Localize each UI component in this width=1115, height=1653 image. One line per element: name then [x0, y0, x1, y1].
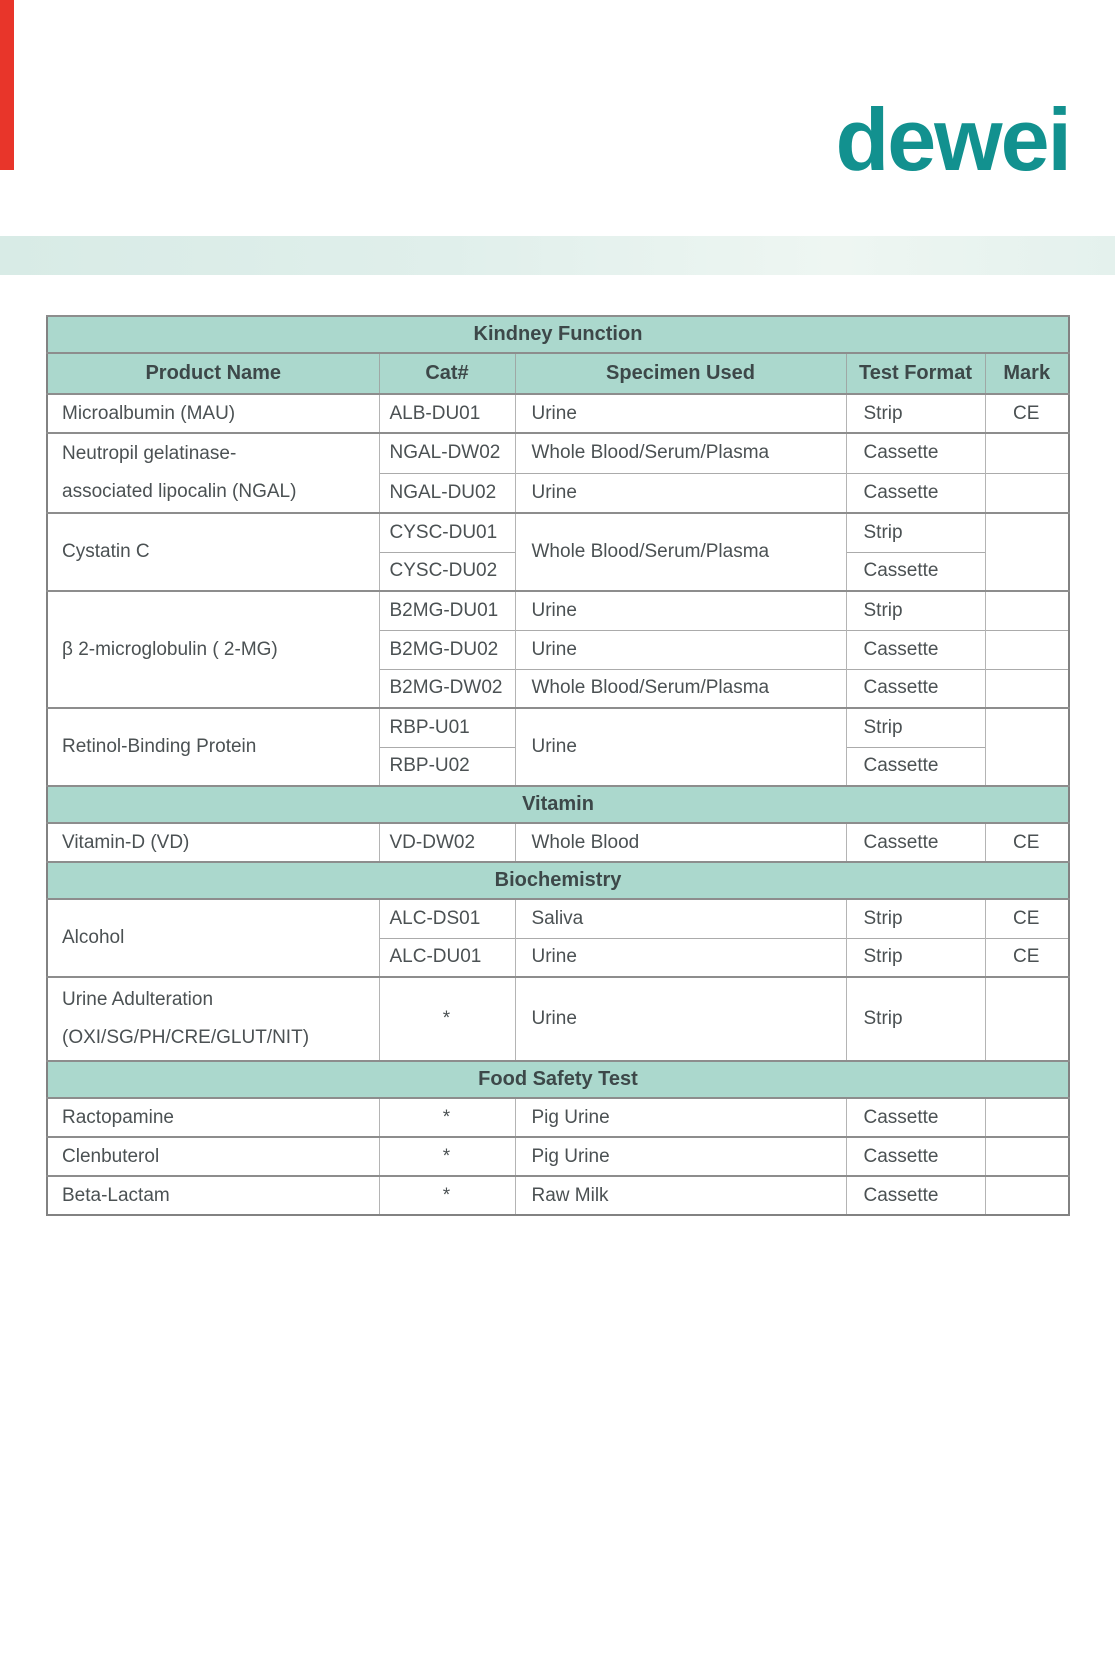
table-cell: Beta-Lactam [47, 1176, 379, 1215]
table-cell: Cassette [846, 433, 985, 473]
table-cell [985, 1137, 1069, 1176]
table-cell: ALC-DU01 [379, 938, 515, 977]
table-cell: B2MG-DU02 [379, 630, 515, 669]
table-cell: Urine [515, 708, 846, 786]
table-cell: β 2-microglobulin ( 2-MG) [47, 591, 379, 708]
table-cell: CE [985, 823, 1069, 862]
section-row [47, 316, 1069, 353]
table-cell [985, 513, 1069, 591]
table-cell: CYSC-DU01 [379, 513, 515, 552]
table-cell: B2MG-DU01 [379, 591, 515, 630]
column-header: Specimen Used [515, 353, 846, 394]
table-cell: Whole Blood/Serum/Plasma [515, 513, 846, 591]
section-row [47, 1061, 1069, 1098]
table-cell [985, 473, 1069, 513]
table-cell: Cassette [846, 552, 985, 591]
table-cell: Urine [515, 977, 846, 1061]
table-row [47, 394, 1069, 433]
table-cell [985, 708, 1069, 786]
table-cell: CE [985, 394, 1069, 433]
table-cell: Urine [515, 938, 846, 977]
table-cell: Strip [846, 591, 985, 630]
table-cell: Urine [515, 394, 846, 433]
product-table [46, 315, 1070, 1216]
table-cell: NGAL-DU02 [379, 473, 515, 513]
table-cell: Whole Blood [515, 823, 846, 862]
section-title: Food Safety Test [47, 1061, 1069, 1098]
table-cell [47, 433, 379, 513]
table-cell: Whole Blood/Serum/Plasma [515, 669, 846, 708]
column-header: Test Format [846, 353, 985, 394]
table-cell: NGAL-DW02 [379, 433, 515, 473]
table-cell: CE [985, 899, 1069, 938]
table-cell: Clenbuterol [47, 1137, 379, 1176]
table-row [47, 433, 1069, 473]
table-cell: * [379, 1098, 515, 1137]
cell-line: Neutropil gelatinase- [62, 443, 237, 464]
section-row [47, 862, 1069, 899]
table-cell: Alcohol [47, 899, 379, 977]
table-cell: * [379, 1137, 515, 1176]
red-accent-bar [0, 0, 14, 170]
section-title: Vitamin [47, 786, 1069, 823]
table-cell: Cassette [846, 630, 985, 669]
table-cell: Strip [846, 394, 985, 433]
table-row [47, 977, 1069, 1061]
table-cell: Cassette [846, 669, 985, 708]
table-cell: Strip [846, 708, 985, 747]
cell-line: (OXI/SG/PH/CRE/GLUT/NIT) [62, 1027, 310, 1048]
table-cell: CE [985, 938, 1069, 977]
table-cell: Vitamin-D (VD) [47, 823, 379, 862]
table-cell [985, 669, 1069, 708]
table-cell: Ractopamine [47, 1098, 379, 1137]
table-cell: Strip [846, 977, 985, 1061]
table-cell: Urine [515, 473, 846, 513]
table-cell: Microalbumin (MAU) [47, 394, 379, 433]
table-cell: Cassette [846, 473, 985, 513]
table-cell: B2MG-DW02 [379, 669, 515, 708]
table-cell: * [379, 1176, 515, 1215]
table-cell: Strip [846, 938, 985, 977]
table-cell: Pig Urine [515, 1098, 846, 1137]
table-cell [985, 433, 1069, 473]
table-row [47, 1176, 1069, 1215]
section-row [47, 786, 1069, 823]
table-cell: * [379, 977, 515, 1061]
cell-line: Urine Adulteration [62, 989, 214, 1010]
table-cell: Urine [515, 630, 846, 669]
table-cell: Retinol-Binding Protein [47, 708, 379, 786]
table-cell: Whole Blood/Serum/Plasma [515, 433, 846, 473]
section-title: Biochemistry [47, 862, 1069, 899]
table-cell: Cystatin C [47, 513, 379, 591]
table-cell [985, 591, 1069, 630]
table-cell [985, 1098, 1069, 1137]
table-cell: ALB-DU01 [379, 394, 515, 433]
section-title: Kindney Function [47, 316, 1069, 353]
table-cell: RBP-U02 [379, 747, 515, 786]
product-table-container [46, 315, 1068, 1216]
cell-line: associated lipocalin (NGAL) [62, 481, 297, 502]
table-cell: Raw Milk [515, 1176, 846, 1215]
table-cell: Pig Urine [515, 1137, 846, 1176]
table-cell: Strip [846, 899, 985, 938]
table-cell: Strip [846, 513, 985, 552]
column-header: Mark [985, 353, 1069, 394]
column-header: Product Name [47, 353, 379, 394]
table-cell: ALC-DS01 [379, 899, 515, 938]
table-row [47, 591, 1069, 630]
table-cell: Cassette [846, 823, 985, 862]
table-cell: Cassette [846, 1098, 985, 1137]
table-row [47, 513, 1069, 552]
table-row [47, 1098, 1069, 1137]
table-row [47, 899, 1069, 938]
header-gradient-band [0, 236, 1115, 275]
column-header: Cat# [379, 353, 515, 394]
table-cell: CYSC-DU02 [379, 552, 515, 591]
table-cell: Saliva [515, 899, 846, 938]
table-row [47, 1137, 1069, 1176]
brand-logo: dewei [835, 90, 1070, 189]
column-header-row [47, 353, 1069, 394]
table-row [47, 823, 1069, 862]
table-cell: Cassette [846, 1176, 985, 1215]
table-cell [985, 1176, 1069, 1215]
product-table-body [47, 316, 1069, 1215]
table-cell: Cassette [846, 1137, 985, 1176]
table-cell [47, 977, 379, 1061]
table-cell: Urine [515, 591, 846, 630]
table-cell [985, 630, 1069, 669]
table-cell: RBP-U01 [379, 708, 515, 747]
table-cell: Cassette [846, 747, 985, 786]
table-cell: VD-DW02 [379, 823, 515, 862]
table-row [47, 708, 1069, 747]
table-cell [985, 977, 1069, 1061]
